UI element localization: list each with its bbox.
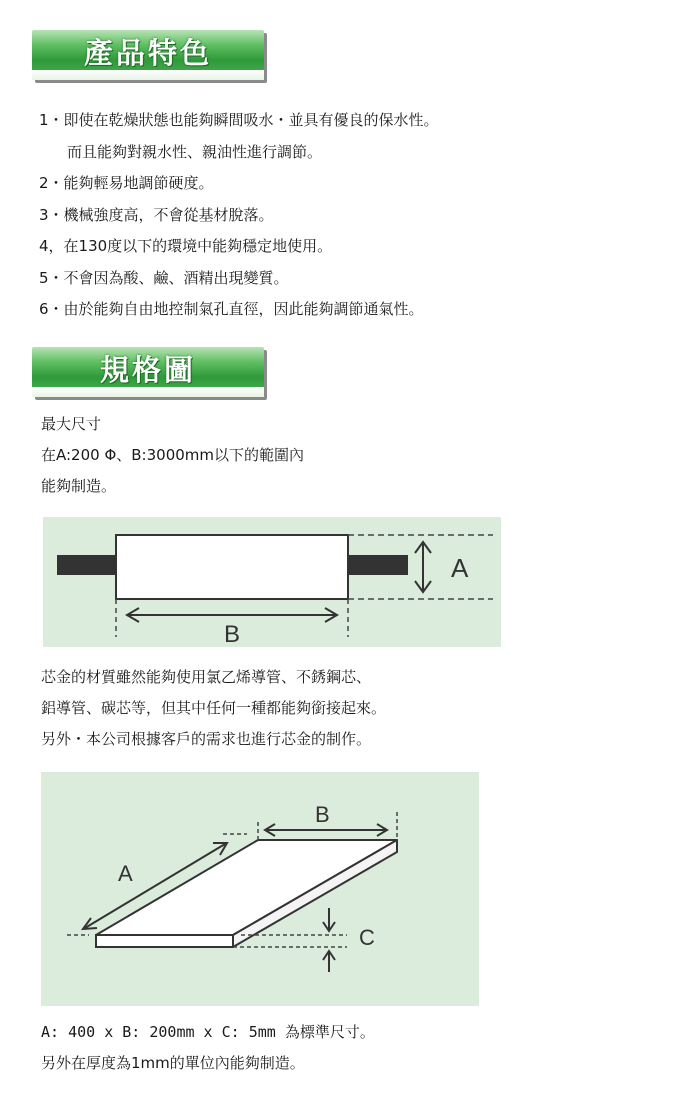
- core-text-line-3: 另外・本公司根據客戶的需求也進行芯金的制作。: [41, 730, 372, 748]
- standard-size-text: [41, 1017, 375, 1079]
- feature-item-1: 1・即使在乾燥狀態也能夠瞬間吸水・並具有優良的保水性。: [39, 111, 439, 129]
- sheet-front-face: [96, 935, 233, 947]
- roller-body: [116, 535, 348, 599]
- features-header: [32, 30, 264, 80]
- roller-shaft-right: [348, 555, 408, 575]
- feature-item-6: 6・由於能夠自由地控制氣孔直徑，因此能夠調節通氣性。: [39, 300, 424, 318]
- max-size-line-2: 在A:200 Φ、B:3000mm以下的範圍內: [41, 446, 304, 464]
- roller-shaft-left: [57, 555, 117, 575]
- thickness-line: 另外在厚度為1mm的單位內能夠制造。: [41, 1054, 305, 1072]
- roller-diagram: [43, 517, 501, 647]
- label-c: C: [359, 925, 375, 950]
- core-text-line-1: 芯金的材質雖然能夠使用氯乙烯導管、不銹鋼芯、: [41, 668, 372, 686]
- core-text-line-2: 鋁導管、碳芯等，但其中任何一種都能夠銜接起來。: [41, 699, 387, 717]
- spec-header: [32, 347, 264, 397]
- header-strip: [32, 70, 264, 80]
- standard-size-line: A: 400 x B: 200mm x C: 5mm 為標準尺寸。: [41, 1023, 375, 1041]
- sheet-diagram: [41, 772, 479, 1006]
- features-list: [39, 105, 439, 326]
- feature-item-1-continued: 而且能夠對親水性、親油性進行調節。: [67, 142, 323, 161]
- max-size-text: [41, 409, 304, 502]
- max-size-line-3: 能夠制造。: [41, 477, 117, 495]
- label-a: A: [118, 861, 133, 886]
- spec-header-title: 規格圖: [99, 352, 196, 387]
- label-b: B: [315, 802, 330, 827]
- feature-item-3: 3・機械強度高，不會從基材脫落。: [39, 205, 274, 224]
- feature-item-2: 2・能夠輕易地調節硬度。: [39, 174, 214, 192]
- label-b: B: [224, 621, 241, 647]
- label-a: A: [451, 553, 469, 583]
- max-size-line-1: 最大尺寸: [41, 415, 102, 433]
- feature-item-5: 5・不會因為酸、鹼、酒精出現變質。: [39, 268, 289, 287]
- features-header-title: 產品特色: [83, 35, 212, 70]
- core-material-text: [41, 662, 386, 755]
- feature-item-4: 4，在130度以下的環境中能夠穩定地使用。: [39, 237, 333, 255]
- header-strip: [32, 387, 264, 397]
